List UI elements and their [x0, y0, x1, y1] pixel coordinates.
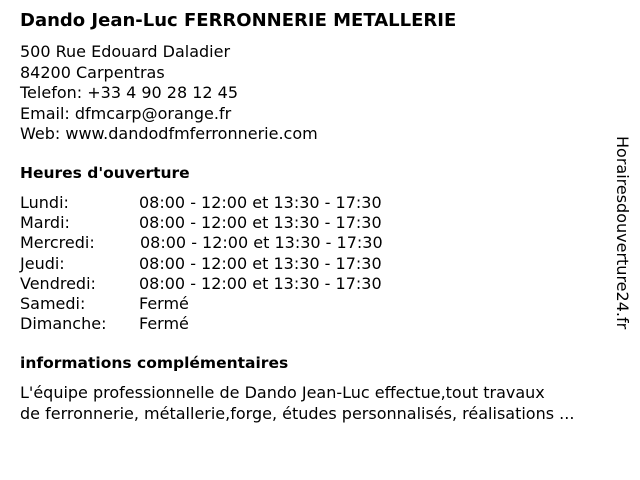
info-text: [20, 383, 574, 424]
day-label: Lundi:: [20, 193, 69, 212]
day-hours: 08:00 - 12:00 et 13:30 - 17:30: [139, 213, 382, 233]
contact-block: [20, 42, 318, 145]
day-label: Mardi:: [20, 213, 70, 233]
day-label: Samedi:: [20, 293, 86, 313]
hours-heading: Heures d'ouverture: [20, 164, 190, 182]
info-line: L'équipe professionnelle de Dando Jean-Luc effectue,tout travaux: [20, 383, 545, 402]
day-label: Mercredi:: [20, 233, 95, 253]
day-hours: 08:00 - 12:00 et 13:30 - 17:30: [139, 253, 382, 273]
business-title: Dando Jean-Luc FERRONNERIE METALLERIE: [20, 10, 457, 31]
day-label: Dimanche:: [20, 314, 107, 334]
day-hours: 08:00 - 12:00 et 13:30 - 17:30: [139, 273, 382, 293]
day-label: Jeudi:: [20, 253, 65, 273]
site-watermark: [612, 136, 632, 346]
info-heading: informations complémentaires: [20, 354, 289, 372]
day-label: Vendredi:: [20, 273, 96, 293]
address-city: 84200 Carpentras: [20, 62, 165, 82]
day-hours: 08:00 - 12:00 et 13:30 - 17:30: [139, 193, 382, 212]
day-hours: Fermé: [139, 293, 189, 313]
address-street: 500 Rue Edouard Daladier: [20, 42, 231, 61]
phone-line: Telefon: +33 4 90 28 12 45: [20, 83, 239, 102]
email-line: Email: dfmcarp@orange.fr: [20, 103, 232, 123]
info-line: de ferronnerie, métallerie,forge, études personnalisés, réalisations ...: [20, 403, 575, 423]
web-line: Web: www.dandodfmferronnerie.com: [20, 124, 318, 143]
watermark-text: Horairesdouverture24.fr: [613, 136, 632, 330]
day-hours: 08:00 - 12:00 et 13:30 - 17:30: [140, 233, 383, 253]
day-hours: Fermé: [139, 314, 189, 334]
